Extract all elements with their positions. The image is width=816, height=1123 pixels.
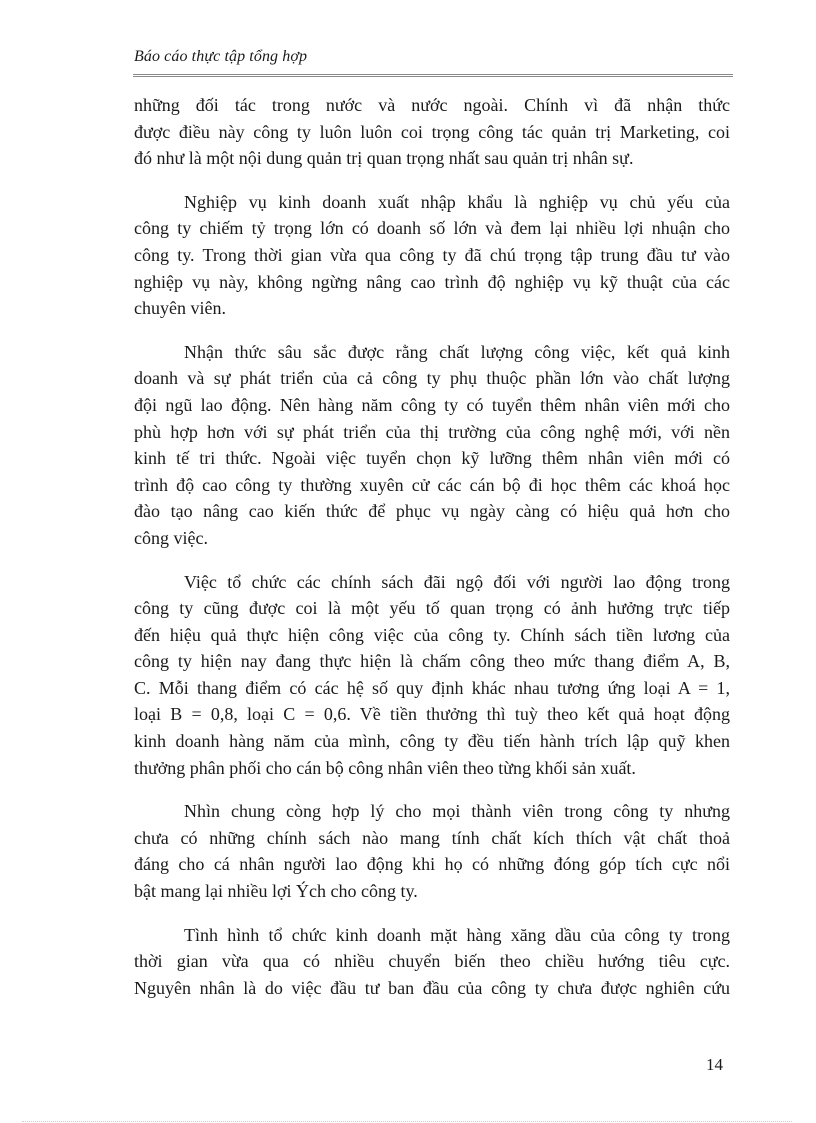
text-line: nghiệp vụ này, không ngừng nâng cao trình độ nghiệp vụ kỹ thuật của các (134, 271, 730, 292)
page-number: 14 (706, 1055, 723, 1074)
paragraph-2 (134, 189, 730, 322)
text-line: Việc tổ chức các chính sách đãi ngộ đối với người lao động trong (184, 571, 730, 592)
text-line: công ty chiếm tỷ trọng lớn có doanh số lớn và đem lại nhiều lợi nhuận cho (134, 218, 730, 239)
text-line: chưa có những chính sách nào mang tính chất kích thích vật chất thoả (134, 827, 730, 848)
text-line: đào tạo nâng cao kiến thức để phục vụ ngày càng có hiệu quả hơn cho (134, 501, 730, 522)
paragraph-5 (134, 798, 730, 904)
text-line: trình độ cao công ty thường xuyên cử các cán bộ đi học thêm các khoá học (134, 474, 730, 495)
header-divider (133, 74, 733, 77)
text-line: phù hợp hơn với sự phát triển của thị trường của công nghệ mới, với nền (134, 421, 730, 442)
text-line: Nghiệp vụ kinh doanh xuất nhập khẩu là nghiệp vụ chủ yếu của (184, 191, 730, 212)
text-line: chuyên viên. (134, 298, 226, 319)
text-line: kinh doanh hàng năm của mình, công ty đều tiến hành trích lập quỹ khen (134, 731, 730, 752)
text-line: công ty hiện nay đang thực hiện là chấm công theo mức thang điểm A, B, (134, 651, 730, 672)
text-line: kinh tế tri thức. Ngoài việc tuyển chọn kỹ lưỡng thêm nhân viên mới có (134, 448, 730, 469)
text-line: doanh và sự phát triển của cả công ty phụ thuộc phần lớn vào chất lượng (134, 368, 730, 389)
text-line: đó như là một nội dung quản trị quan trọng nhất sau quản trị nhân sự. (134, 148, 634, 169)
text-line: thưởng phân phối cho cán bộ công nhân viên theo từng khối sản xuất. (134, 757, 636, 778)
text-line: được điều này công ty luôn luôn coi trọng công tác quản trị Marketing, coi (134, 121, 730, 142)
paragraph-3 (134, 339, 730, 552)
text-line: loại B = 0,8, loại C = 0,6. Về tiền thưởng thì tuỳ theo kết quả hoạt động (134, 704, 730, 725)
text-line: Nhận thức sâu sắc được rằng chất lượng công việc, kết quả kinh (184, 341, 730, 362)
text-line: Nguyên nhân là do việc đầu tư ban đầu của công ty chưa được nghiên cứu (134, 977, 730, 998)
page-header-title: Báo cáo thực tập tổng hợp (134, 48, 308, 65)
text-line: Nhìn chung còng hợp lý cho mọi thành viên trong công ty nhưng (184, 801, 730, 822)
text-line: bật mang lại nhiều lợi Ých cho công ty. (134, 881, 418, 902)
text-line: đội ngũ lao động. Nên hàng năm công ty có tuyển thêm nhân viên mới cho (134, 394, 730, 415)
text-line: công ty. Trong thời gian vừa qua công ty đã chú trọng tập trung đầu tư vào (134, 244, 730, 265)
document-body (134, 92, 730, 1018)
text-line: thời gian vừa qua có nhiều chuyển biến theo chiều hướng tiêu cực. (134, 951, 730, 972)
paragraph-1 (134, 92, 730, 172)
text-line: công việc. (134, 527, 208, 548)
text-line: những đối tác trong nước và nước ngoài. Chính vì đã nhận thức (134, 95, 730, 115)
paragraph-4 (134, 569, 730, 782)
text-line: đến hiệu quả thực hiện công việc của công ty. Chính sách tiền lương của (134, 624, 730, 645)
text-line: C. Mỗi thang điểm có các hệ số quy định khác nhau tương ứng loại A = 1, (134, 677, 730, 698)
paragraph-6 (134, 922, 730, 1002)
text-line: đáng cho cá nhân người lao động khi họ có những đóng góp tích cực nổi (134, 854, 730, 875)
text-line: Tình hình tổ chức kinh doanh mặt hàng xăng dầu của công ty trong (184, 924, 730, 945)
text-line: công ty cũng được coi là một yếu tố quan trọng có ảnh hưởng trực tiếp (134, 598, 730, 619)
page-bottom-border (22, 1121, 792, 1122)
